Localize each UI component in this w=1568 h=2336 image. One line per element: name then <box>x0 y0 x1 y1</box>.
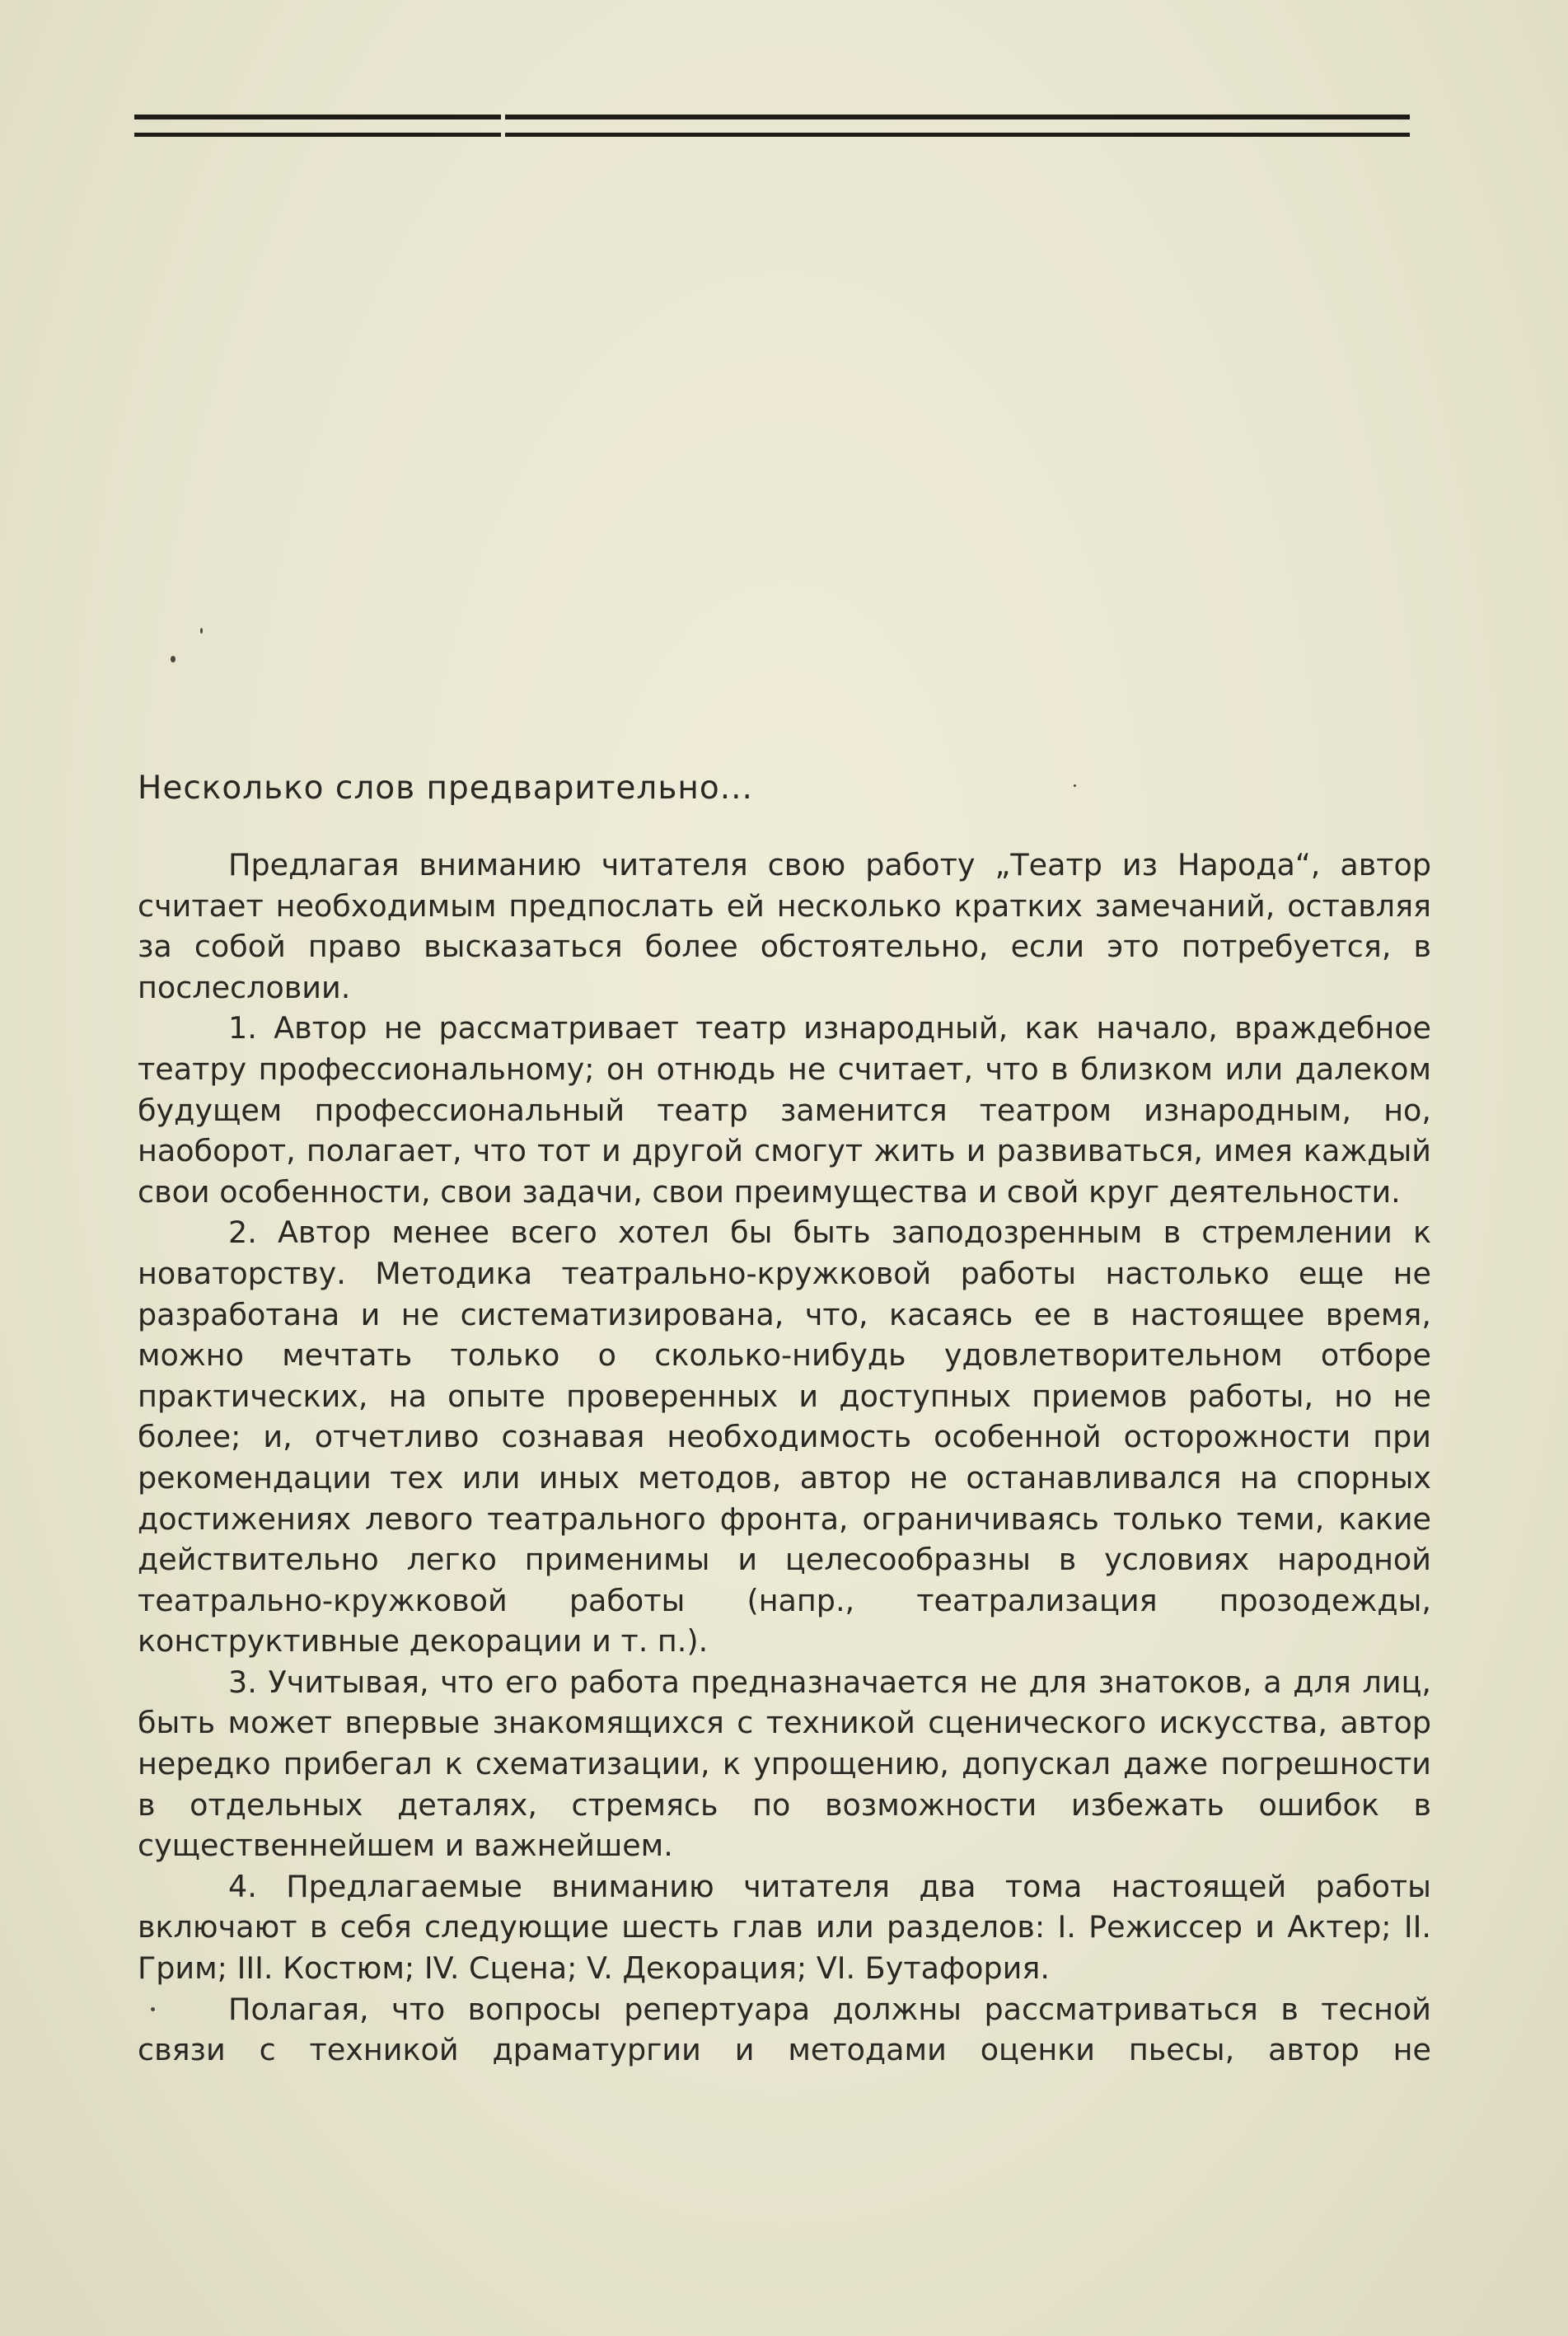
ink-speck <box>1074 784 1076 787</box>
header-rule-top <box>134 115 1410 119</box>
ink-speck <box>200 628 203 634</box>
paragraph-repertoire: Полагая, что вопросы репертуара должны рассматриваться в тесной связи с техникой драматургии и методами оценки пьесы, автор не <box>138 1991 1431 2068</box>
body-text <box>138 845 1431 2071</box>
section-heading: Несколько слов предварительно... <box>138 770 753 807</box>
header-rule-gap <box>501 113 505 146</box>
paragraph-point-3: 3. Учитывая, что его работа предназначается не для знатоков, а для лиц, быть может впервые знакомящихся с техникой сценического искусства, автор нередко прибегал к схематизации, к упрощению, допускал даже погрешности в отдельных деталях, стремясь по возможности избежать ошибок в существеннейшем и важнейшем. <box>138 1664 1431 1864</box>
header-rule-bottom <box>134 133 1410 137</box>
paragraph-point-4: 4. Предлагаемые вниманию читателя два тома настоящей работы включают в себя следующие шесть глав или разделов: I. Режиссер и Актер; II. Грим; III. Костюм; IV. Сцена; V. Декорация; VI. Бутафория. <box>138 1868 1431 1987</box>
ink-speck <box>171 656 176 662</box>
paragraph-intro: Предлагая вниманию читателя свою работу „Театр из Народа“, автор считает необходимым предпослать ей несколько кратких замечаний, оставляя за собой право высказаться более обстоятельно, если это потребуется, в послесловии. <box>138 847 1431 1005</box>
paragraph-point-1: 1. Автор не рассматривает театр изнародный, как начало, враждебное театру профессиональному; он отнюдь не считает, что в близком или далеком будущем профессиональный театр заменится театром изнародным, но, наоборот, полагает, что тот и другой смогут жить и развиваться, имея каждый свои особенности, свои задачи, свои преимущества и свой круг деятельности. <box>138 1010 1431 1210</box>
paragraph-point-2: 2. Автор менее всего хотел бы быть заподозренным в стремлении к новаторству. Методика театрально-кружковой работы настолько еще не разработана и не систематизирована, что, касаясь ее в настоящее время, можно мечтать только о сколько-нибудь удовлетворительном отборе практических, на опыте проверенных и доступных приемов работы, но не более; и, отчетливо сознавая необходимость особенной осторожности при рекомендации тех или иных методов, автор не останавливался на спорных достижениях левого театрального фронта, ограничиваясь только теми, какие действительно легко применимы и целесообразны в условиях народной театрально-кружковой работы (напр., театрализация прозодежды, конструктивные декорации и т. п.). <box>138 1215 1431 1660</box>
header-double-rule <box>134 113 1410 146</box>
